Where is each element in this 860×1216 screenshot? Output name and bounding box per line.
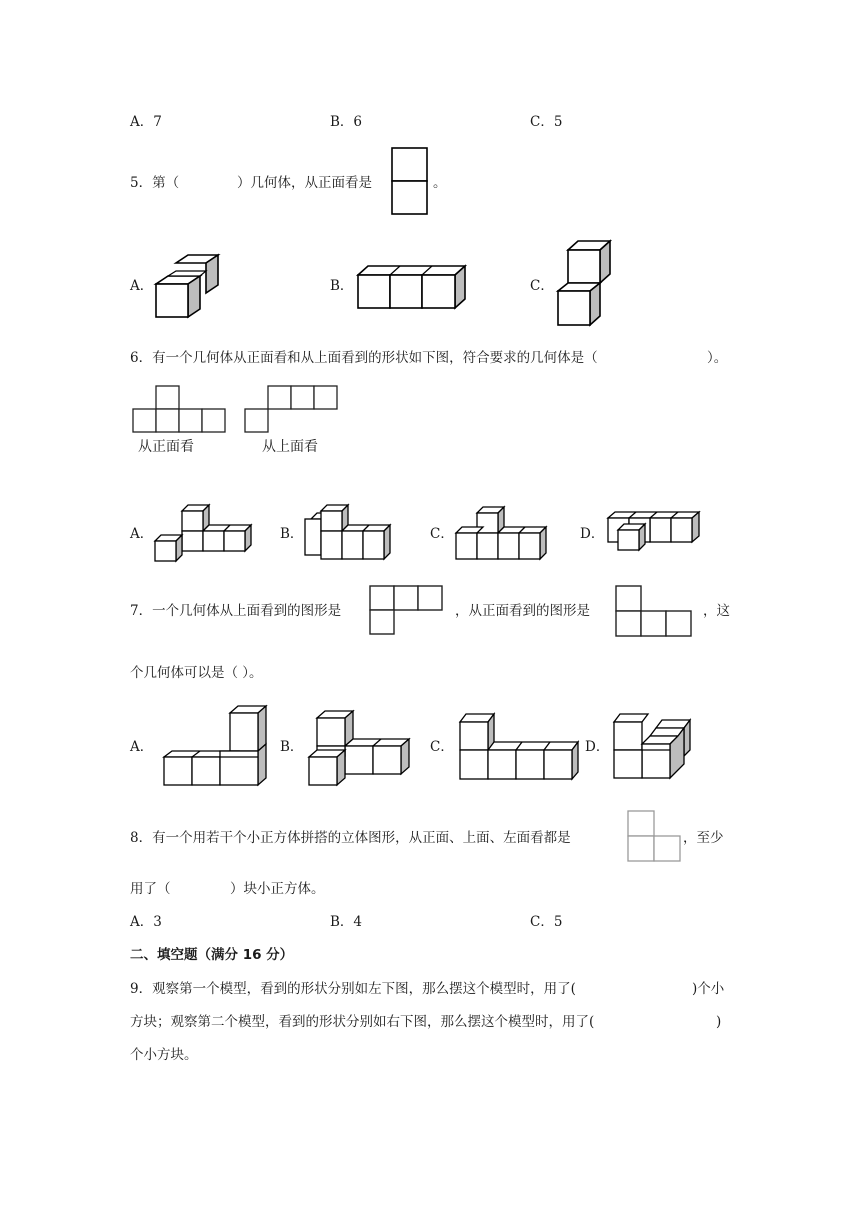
q9-line3: 个小方块。 <box>130 1047 198 1063</box>
q5-option-c-figure <box>556 239 614 327</box>
q7-option-a-label: A． <box>130 739 154 755</box>
q7-option-d-label: D． <box>585 739 610 755</box>
q4-option-a: A．7 <box>130 114 162 130</box>
q6-option-b-label: B． <box>280 526 304 542</box>
q7-option-b-label: B． <box>280 739 304 755</box>
q6-top-caption: 从上面看 <box>262 439 318 455</box>
q9-line1-end: )个小 <box>692 981 725 997</box>
q7-stem-middle: ，从正面看到的图形是 <box>455 603 590 619</box>
q7-stem-start: 7．一个几何体从上面看到的图形是 <box>130 603 342 619</box>
q8-line2-start: 用了（ <box>130 881 171 897</box>
q9-line2-end: ) <box>716 1014 722 1030</box>
q7-top-view-figure <box>369 585 445 637</box>
q8-option-b: B．4 <box>330 914 363 930</box>
q6-stem: 6．有一个几何体从正面看和从上面看到的形状如下图，符合要求的几何体是（ <box>130 350 598 366</box>
q7-option-d-figure <box>612 712 696 782</box>
section-title: 二、填空题（满分 16 分） <box>130 947 294 963</box>
q7-front-view-figure <box>615 585 693 637</box>
q4-option-c: C．5 <box>530 114 563 130</box>
q6-front-caption: 从正面看 <box>138 439 194 455</box>
q6-option-a-label: A． <box>130 526 154 542</box>
q8-view-figure <box>627 810 681 862</box>
q6-option-d-figure <box>604 510 708 554</box>
q5-option-a-figure <box>154 254 222 318</box>
q5-option-b-figure <box>356 264 468 310</box>
q7-stem-line2: 个几何体可以是（ ）。 <box>130 665 263 681</box>
q6-option-b-figure <box>303 503 403 563</box>
q6-option-a-figure <box>153 503 257 563</box>
q5-option-c-label: C． <box>530 278 554 294</box>
q9-line1: 9．观察第一个模型，看到的形状分别如左下图，那么摆这个模型时，用了( <box>130 981 576 997</box>
q7-option-c-figure <box>458 712 582 782</box>
q8-stem-end: ，至少 <box>683 830 724 846</box>
q6-option-c-figure <box>454 505 554 561</box>
q4-option-b: B．6 <box>330 114 363 130</box>
q7-option-c-label: C． <box>430 739 454 755</box>
q6-top-view-figure <box>244 385 339 433</box>
q6-option-c-label: C． <box>430 526 454 542</box>
q8-option-a: A．3 <box>130 914 162 930</box>
q5-front-view-figure <box>391 147 428 215</box>
q5-option-a-label: A． <box>130 278 154 294</box>
q5-stem-middle: ）几何体，从正面看是 <box>237 175 372 191</box>
q6-option-d-label: D． <box>580 526 605 542</box>
q8-stem-start: 8．有一个用若干个小正方体拼搭的立体图形，从正面、上面、左面看都是 <box>130 830 571 846</box>
q8-option-c: C．5 <box>530 914 563 930</box>
q7-option-b-figure <box>307 710 411 788</box>
q6-stem-end: ）。 <box>707 350 728 366</box>
q9-line2: 方块；观察第二个模型，看到的形状分别如右下图，那么摆这个模型时，用了( <box>130 1014 595 1030</box>
q7-option-a-figure <box>162 705 268 787</box>
q5-option-b-label: B． <box>330 278 354 294</box>
q8-line2-end: ）块小正方体。 <box>230 881 325 897</box>
q5-stem-end: 。 <box>433 175 447 191</box>
q6-front-view-figure <box>132 385 227 433</box>
q7-stem-end: ，这 <box>703 603 730 619</box>
q5-stem-start: 5．第（ <box>130 175 180 191</box>
